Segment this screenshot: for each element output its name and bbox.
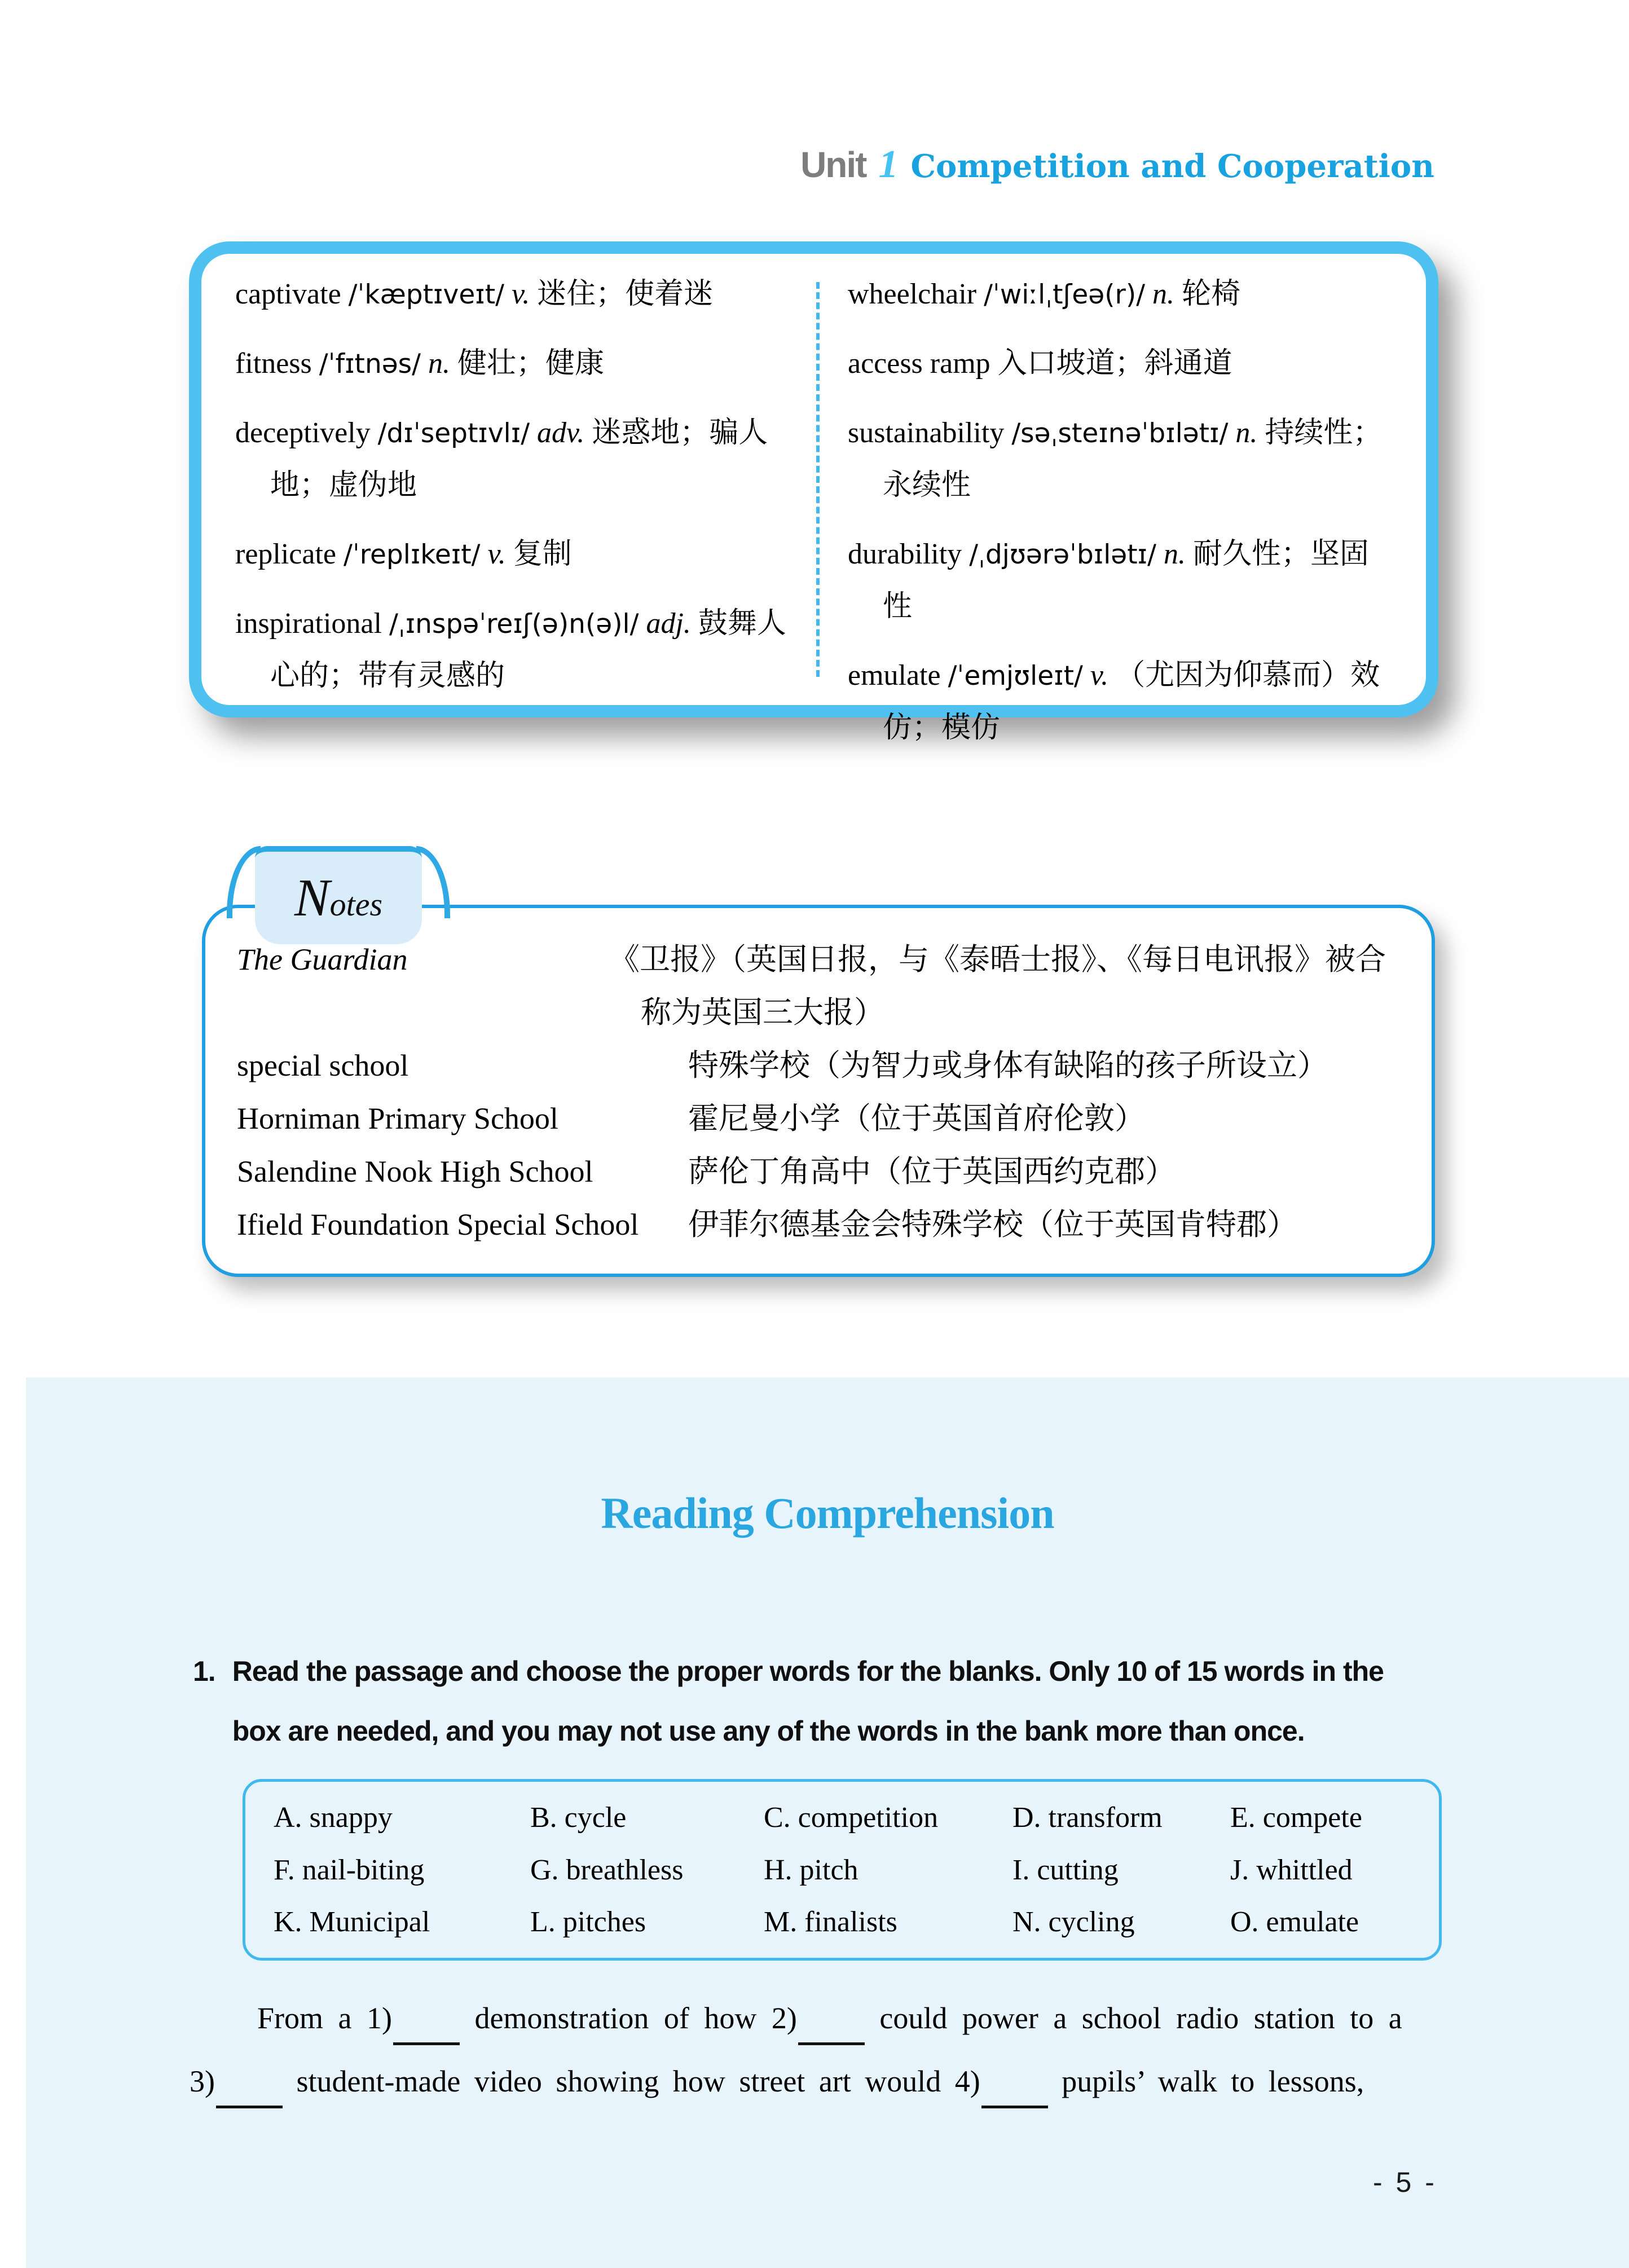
note-definition: 萨伦丁角高中（位于英国西约克郡） xyxy=(688,1155,1175,1188)
vocab-meaning: 迷住；使着迷 xyxy=(537,278,714,310)
word-bank-option: G. breathless xyxy=(530,1853,684,1886)
vocab-word: sustainability xyxy=(848,417,1005,449)
vocab-entry xyxy=(848,529,1398,633)
word-bank-option: N. cycling xyxy=(1012,1906,1135,1939)
word-bank-option: B. cycle xyxy=(530,1801,627,1834)
vocab-meaning: 持续性；永续性 xyxy=(883,417,1383,501)
blank-line-1 xyxy=(393,2020,460,2045)
vocab-pos: n. xyxy=(1235,417,1258,449)
vocab-meaning: 复制 xyxy=(513,538,572,570)
blank-number: 4) xyxy=(954,2064,980,2098)
vocab-pos: n. xyxy=(1152,278,1175,310)
vocab-pos: n. xyxy=(428,347,450,380)
word-bank-option: C. competition xyxy=(764,1801,939,1834)
word-bank-option: A. snappy xyxy=(274,1801,393,1834)
vocab-entry xyxy=(848,268,1398,321)
exercise-number: 1. xyxy=(193,1655,215,1687)
vocabulary-box xyxy=(189,241,1438,744)
note-definition: 《卫报》（英国日报，与《泰晤士报》、《每日电讯报》被合称为英国三大报） xyxy=(609,943,1386,1029)
unit-header xyxy=(800,142,1434,187)
note-term: Ifield Foundation Special School xyxy=(237,1208,639,1241)
vocab-word: deceptively xyxy=(235,417,371,449)
note-term: special school xyxy=(237,1049,409,1082)
vocab-meaning: 鼓舞人心的；带有灵感的 xyxy=(270,607,786,692)
vocab-column-right xyxy=(848,268,1398,771)
vocab-pos: v. xyxy=(487,538,506,570)
blank-line-2 xyxy=(798,2020,865,2045)
word-bank-option: M. finalists xyxy=(764,1906,897,1939)
notes-box xyxy=(202,869,1435,1277)
passage-text: From a xyxy=(257,2001,352,2035)
word-bank-option: E. compete xyxy=(1230,1801,1362,1834)
passage-line xyxy=(190,1987,1453,2050)
blank-number: 1) xyxy=(367,2001,392,2035)
instruction-line: box are needed, and you may not use any of the words in the bank more than once. xyxy=(232,1715,1305,1747)
vocab-entry xyxy=(235,529,799,581)
vocab-meaning: 迷惑地；骗人地；虚伪地 xyxy=(270,417,768,501)
unit-title: Competition and Cooperation xyxy=(910,148,1434,185)
vocab-word: fitness xyxy=(235,347,312,380)
vocab-word: emulate xyxy=(848,659,941,692)
vocab-entry xyxy=(235,598,799,702)
passage-line xyxy=(190,2050,1453,2113)
vocab-meaning: 健壮；健康 xyxy=(457,347,605,380)
word-bank-option: O. emulate xyxy=(1230,1906,1359,1939)
column-divider xyxy=(816,282,820,677)
reading-comprehension-panel xyxy=(26,1377,1629,2268)
blank-line-3 xyxy=(216,2083,283,2108)
vocab-meaning: 入口坡道；斜通道 xyxy=(997,347,1232,380)
vocab-phonetic: /ˌdjʊərəˈbɪlətɪ/ xyxy=(969,539,1156,570)
unit-label: Unit xyxy=(800,144,866,185)
vocab-word: captivate xyxy=(235,278,341,310)
section-title: Reading Comprehension xyxy=(601,1488,1054,1538)
vocab-word: access ramp xyxy=(848,347,990,380)
note-row xyxy=(237,1039,1409,1092)
vocab-word: inspirational xyxy=(235,607,382,640)
vocab-word: wheelchair xyxy=(848,278,977,310)
note-definition: 霍尼曼小学（位于英国首府伦敦） xyxy=(688,1102,1145,1135)
vocab-word: replicate xyxy=(235,538,336,570)
blank-line-4 xyxy=(981,2083,1048,2108)
passage-text: pupils’ walk to lessons, xyxy=(1062,2064,1364,2098)
note-row xyxy=(237,1198,1409,1251)
vocab-phonetic: /ˈreplɪkeɪt/ xyxy=(343,539,481,570)
vocab-phonetic: /ˈkæptɪveɪt/ xyxy=(348,279,504,310)
vocab-pos: v. xyxy=(511,278,530,310)
note-term: Horniman Primary School xyxy=(237,1102,558,1135)
exercise-instruction xyxy=(232,1641,1384,1761)
vocab-entry xyxy=(235,407,799,512)
page-number: - 5 - xyxy=(1373,2166,1437,2198)
vocab-entry xyxy=(235,338,799,390)
vocab-entry xyxy=(848,407,1398,512)
blank-number: 3) xyxy=(190,2064,215,2098)
word-bank-box xyxy=(243,1779,1442,1961)
note-definition: 伊菲尔德基金会特殊学校（位于英国肯特郡） xyxy=(688,1208,1297,1241)
unit-number: 1 xyxy=(878,143,899,186)
vocab-pos: v. xyxy=(1090,659,1109,692)
note-row xyxy=(237,933,1409,1039)
notes-tab xyxy=(255,846,422,944)
word-bank-option: F. nail-biting xyxy=(274,1853,425,1886)
notes-body xyxy=(237,933,1409,1251)
note-term: The Guardian xyxy=(237,943,408,976)
vocab-phonetic: /ˈemjʊleɪt/ xyxy=(948,660,1083,692)
note-row xyxy=(237,1145,1409,1198)
vocab-pos: adv. xyxy=(537,417,585,449)
vocab-meaning: 耐久性；坚固性 xyxy=(883,538,1369,623)
vocab-entry xyxy=(848,338,1398,390)
vocab-meaning: 轮椅 xyxy=(1182,278,1241,310)
word-bank-option: L. pitches xyxy=(530,1906,646,1939)
word-bank-option: I. cutting xyxy=(1012,1853,1119,1886)
passage-text: demonstration of how xyxy=(474,2001,757,2035)
vocab-phonetic: /ˈfɪtnəs/ xyxy=(319,349,421,380)
passage-text: student-made video showing how street art would xyxy=(296,2064,941,2098)
vocab-meaning: （尤因为仰慕而）效仿；模仿 xyxy=(883,659,1380,744)
instruction-line: Read the passage and choose the proper words for the blanks. Only 10 of 15 words in the xyxy=(232,1655,1384,1687)
note-row xyxy=(237,1092,1409,1145)
vocab-phonetic: /səˌsteɪnəˈbɪlətɪ/ xyxy=(1011,418,1229,449)
blank-number: 2) xyxy=(771,2001,797,2035)
vocab-word: durability xyxy=(848,538,962,570)
vocab-phonetic: /dɪˈseptɪvlɪ/ xyxy=(377,418,530,449)
word-bank-option: K. Municipal xyxy=(274,1906,430,1939)
passage-text: could power a school radio station to a xyxy=(879,2001,1402,2035)
word-bank-option: H. pitch xyxy=(764,1853,858,1886)
vocab-column-left xyxy=(235,268,799,719)
vocab-phonetic: /ˈwiːlˌtʃeə(r)/ xyxy=(984,279,1146,310)
vocab-entry xyxy=(235,268,799,321)
word-bank-option: J. whittled xyxy=(1230,1853,1353,1886)
word-bank-option: D. transform xyxy=(1012,1801,1163,1834)
vocab-pos: n. xyxy=(1163,538,1186,570)
vocab-entry xyxy=(848,650,1398,754)
note-term: Salendine Nook High School xyxy=(237,1155,593,1188)
note-definition: 特殊学校（为智力或身体有缺陷的孩子所设立） xyxy=(688,1049,1328,1082)
vocab-phonetic: /ˌɪnspəˈreɪʃ(ə)n(ə)l/ xyxy=(389,609,639,640)
vocab-pos: adj. xyxy=(646,607,691,640)
notes-title: Notes xyxy=(294,869,383,927)
cloze-passage xyxy=(190,1987,1453,2113)
exercise-1 xyxy=(193,1641,1456,1761)
